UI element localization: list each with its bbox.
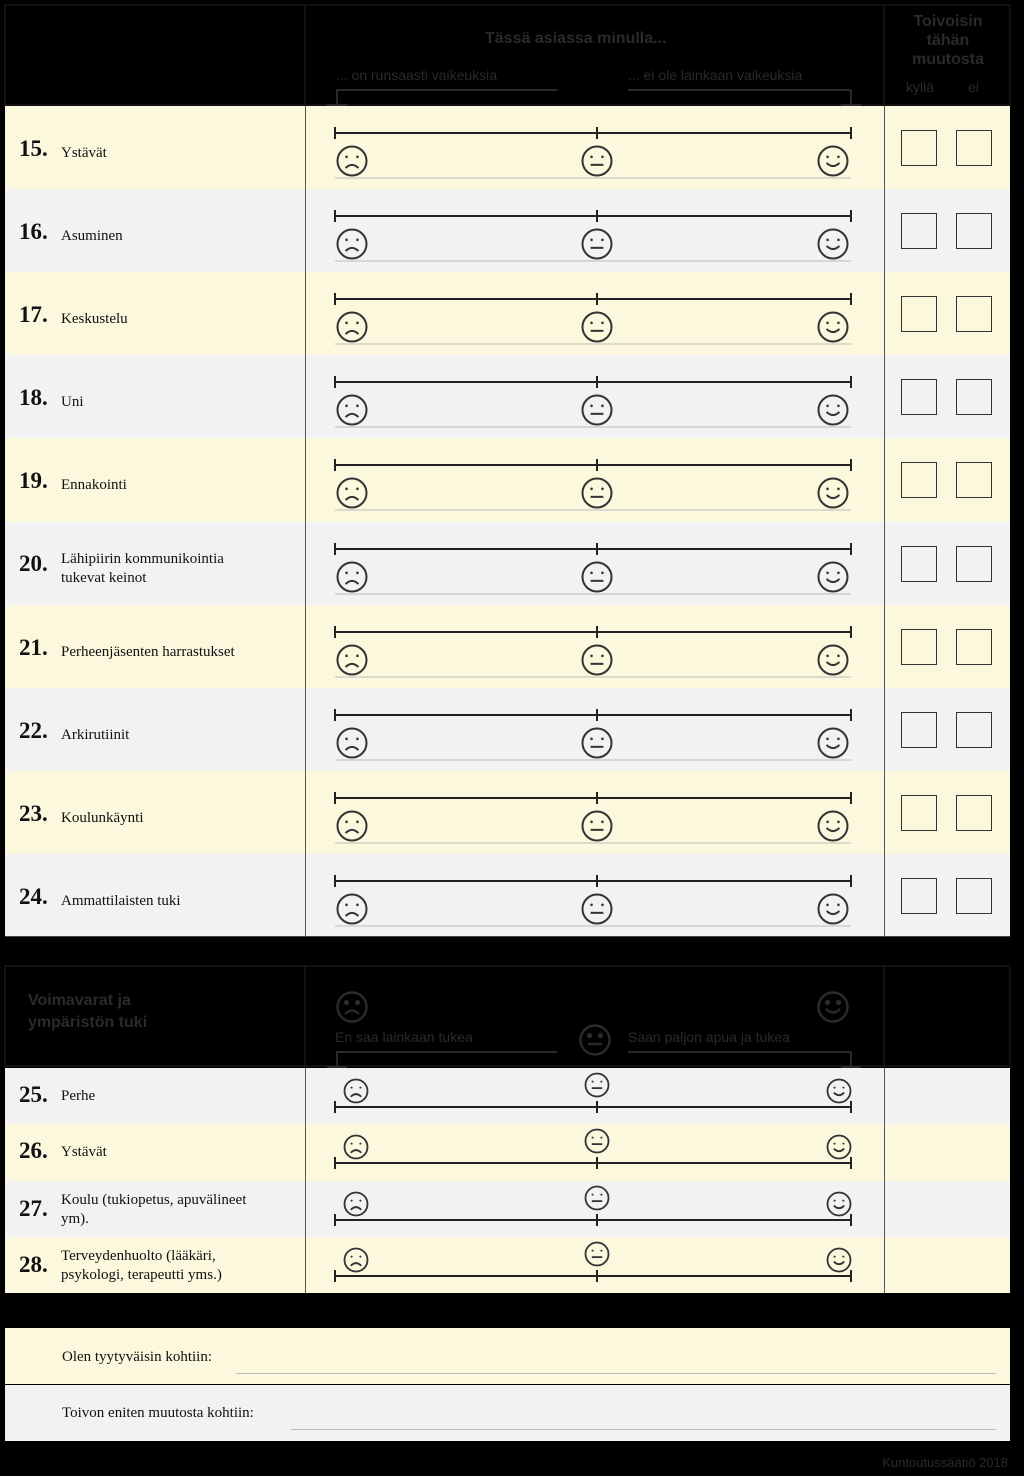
question-number: 17.	[19, 302, 48, 327]
sad-face-icon[interactable]	[338, 396, 367, 425]
satisfied-input-line[interactable]	[236, 1373, 996, 1374]
neutral-face-icon[interactable]	[583, 895, 612, 924]
happy-face-icon[interactable]	[828, 1193, 851, 1216]
yes-checkbox[interactable]	[901, 296, 937, 332]
satisfied-label: Olen tyytyväisin kohtiin:	[62, 1349, 212, 1365]
support-row	[5, 1068, 1010, 1124]
credit-text: Kuntoutussäätiö 2018	[882, 1455, 1008, 1470]
yes-checkbox[interactable]	[901, 629, 937, 665]
happy-face-icon[interactable]	[819, 646, 848, 675]
header-decor	[0, 0, 1024, 120]
question-label: Koulu (tukiopetus, apuvälineet ym).	[61, 1192, 247, 1227]
question-number: 18.	[19, 385, 48, 410]
support-rating-scale[interactable]	[330, 1185, 860, 1237]
happy-face-icon[interactable]	[819, 396, 848, 425]
question-number: 28.	[19, 1252, 48, 1277]
sad-face-icon[interactable]	[338, 230, 367, 259]
rating-scale[interactable]	[330, 786, 860, 846]
happy-face-icon[interactable]	[819, 563, 848, 592]
rating-scale[interactable]	[330, 204, 860, 264]
neutral-face-icon[interactable]	[583, 479, 612, 508]
yes-checkbox[interactable]	[901, 130, 937, 166]
neutral-face-icon[interactable]	[583, 313, 612, 342]
yes-checkbox[interactable]	[901, 712, 937, 748]
question-label: Koulunkäynti	[61, 810, 144, 826]
neutral-face-icon[interactable]	[586, 1074, 609, 1097]
question-number: 16.	[19, 219, 48, 244]
question-row	[5, 605, 1010, 688]
sad-face-icon[interactable]	[338, 646, 367, 675]
question-label: Terveydenhuolto (lääkäri, psykologi, terapeutti yms.)	[61, 1248, 222, 1283]
no-checkbox[interactable]	[956, 462, 992, 498]
sad-face-icon[interactable]	[338, 479, 367, 508]
right-anchor-label: ... ei ole lainkaan vaikeuksia	[628, 67, 803, 83]
question-row	[5, 688, 1010, 771]
support-rating-scale[interactable]	[330, 1072, 860, 1124]
question-number: 25.	[19, 1082, 48, 1107]
happy-face-icon[interactable]	[819, 895, 848, 924]
support-rating-scale[interactable]	[330, 1128, 860, 1180]
neutral-face-icon[interactable]	[583, 396, 612, 425]
no-column-label: ei	[968, 79, 979, 95]
question-label: Ammattilaisten tuki	[61, 893, 181, 909]
no-checkbox[interactable]	[956, 546, 992, 582]
neutral-face-icon[interactable]	[583, 230, 612, 259]
no-checkbox[interactable]	[956, 213, 992, 249]
happy-face-icon[interactable]	[819, 313, 848, 342]
satisfied-row	[5, 1328, 1010, 1384]
question-number: 19.	[19, 468, 48, 493]
question-label: Perheenjäsenten harrastukset	[61, 644, 235, 660]
question-row	[5, 854, 1010, 937]
happy-face-icon[interactable]	[828, 1080, 851, 1103]
question-number: 23.	[19, 801, 48, 826]
question-number: 22.	[19, 718, 48, 743]
question-number: 27.	[19, 1196, 48, 1221]
sad-face-icon[interactable]	[345, 1249, 368, 1272]
no-checkbox[interactable]	[956, 795, 992, 831]
happy-face-icon[interactable]	[819, 479, 848, 508]
sad-face-icon[interactable]	[345, 1193, 368, 1216]
yes-checkbox[interactable]	[901, 379, 937, 415]
question-row	[5, 106, 1010, 189]
question-label: Ennakointi	[61, 477, 127, 493]
no-checkbox[interactable]	[956, 296, 992, 332]
no-checkbox[interactable]	[956, 379, 992, 415]
happy-face-icon[interactable]	[819, 812, 848, 841]
support-row	[5, 1124, 1010, 1181]
yes-column-label: kyllä	[906, 79, 935, 95]
wish-change-row	[5, 1385, 1010, 1441]
neutral-face-icon[interactable]	[583, 646, 612, 675]
rating-scale[interactable]	[330, 620, 860, 680]
neutral-face-icon[interactable]	[586, 1243, 609, 1266]
happy-face-icon[interactable]	[828, 1249, 851, 1272]
question-row	[5, 771, 1010, 854]
yes-checkbox[interactable]	[901, 546, 937, 582]
neutral-face-icon[interactable]	[583, 812, 612, 841]
neutral-face-icon[interactable]	[583, 729, 612, 758]
support-row	[5, 1237, 1010, 1293]
support-row	[5, 1181, 1010, 1237]
no-checkbox[interactable]	[956, 130, 992, 166]
question-row	[5, 355, 1010, 438]
wish-change-input-line[interactable]	[291, 1429, 996, 1430]
happy-face-icon[interactable]	[819, 729, 848, 758]
scale-title: Tässä asiassa minulla...	[485, 30, 667, 47]
sad-face-icon[interactable]	[338, 563, 367, 592]
sad-face-icon	[335, 990, 369, 1024]
question-label: Perhe	[61, 1088, 96, 1104]
question-label: Ystävät	[61, 145, 107, 161]
question-label: Arkirutiinit	[61, 727, 130, 743]
neutral-face-icon[interactable]	[586, 1187, 609, 1210]
question-row	[5, 189, 1010, 272]
happy-face-icon[interactable]	[828, 1136, 851, 1159]
question-number: 20.	[19, 551, 48, 576]
question-label: Asuminen	[61, 228, 123, 244]
neutral-face-icon[interactable]	[583, 563, 612, 592]
sad-face-icon[interactable]	[338, 812, 367, 841]
rating-scale[interactable]	[330, 287, 860, 347]
section2-header-decor	[0, 960, 1024, 1080]
section2-right-anchor: Saan paljon apua ja tukea	[628, 1029, 790, 1045]
question-label: Ystävät	[61, 1144, 107, 1160]
neutral-face-icon	[578, 1023, 612, 1057]
yes-checkbox[interactable]	[901, 462, 937, 498]
sad-face-icon[interactable]	[345, 1080, 368, 1103]
question-row	[5, 272, 1010, 355]
sad-face-icon[interactable]	[338, 313, 367, 342]
question-label: Keskustelu	[61, 311, 128, 327]
neutral-face-icon[interactable]	[586, 1130, 609, 1153]
question-label: Lähipiirin kommunikointia tukevat keinot	[61, 551, 224, 586]
rating-scale[interactable]	[330, 703, 860, 763]
support-rating-scale[interactable]	[330, 1241, 860, 1293]
rating-scale[interactable]	[330, 370, 860, 430]
sad-face-icon[interactable]	[338, 147, 367, 176]
rating-scale[interactable]	[330, 537, 860, 597]
question-number: 26.	[19, 1138, 48, 1163]
sad-face-icon[interactable]	[338, 895, 367, 924]
yes-checkbox[interactable]	[901, 878, 937, 914]
wish-change-label: Toivon eniten muutosta kohtiin:	[62, 1405, 254, 1421]
rating-scale[interactable]	[330, 869, 860, 929]
question-row	[5, 522, 1010, 605]
question-number: 15.	[19, 136, 48, 161]
no-checkbox[interactable]	[956, 878, 992, 914]
rating-scale[interactable]	[330, 121, 860, 181]
happy-face-icon[interactable]	[819, 230, 848, 259]
sad-face-icon[interactable]	[338, 729, 367, 758]
question-label: Uni	[61, 394, 84, 410]
no-checkbox[interactable]	[956, 629, 992, 665]
yes-checkbox[interactable]	[901, 213, 937, 249]
rating-scale[interactable]	[330, 453, 860, 513]
change-column-title: Toivoisin tähän muutosta	[912, 13, 984, 68]
question-number: 24.	[19, 884, 48, 909]
question-number: 21.	[19, 635, 48, 660]
happy-face-icon	[816, 990, 850, 1024]
no-checkbox[interactable]	[956, 712, 992, 748]
question-row	[5, 438, 1010, 522]
sad-face-icon[interactable]	[345, 1136, 368, 1159]
happy-face-icon[interactable]	[819, 147, 848, 176]
section2-left-anchor: En saa lainkaan tukea	[335, 1029, 473, 1045]
neutral-face-icon[interactable]	[583, 147, 612, 176]
yes-checkbox[interactable]	[901, 795, 937, 831]
left-anchor-label: ... on runsaasti vaikeuksia	[336, 67, 498, 83]
section2-title: Voimavarat ja ympäristön tuki	[28, 992, 148, 1031]
